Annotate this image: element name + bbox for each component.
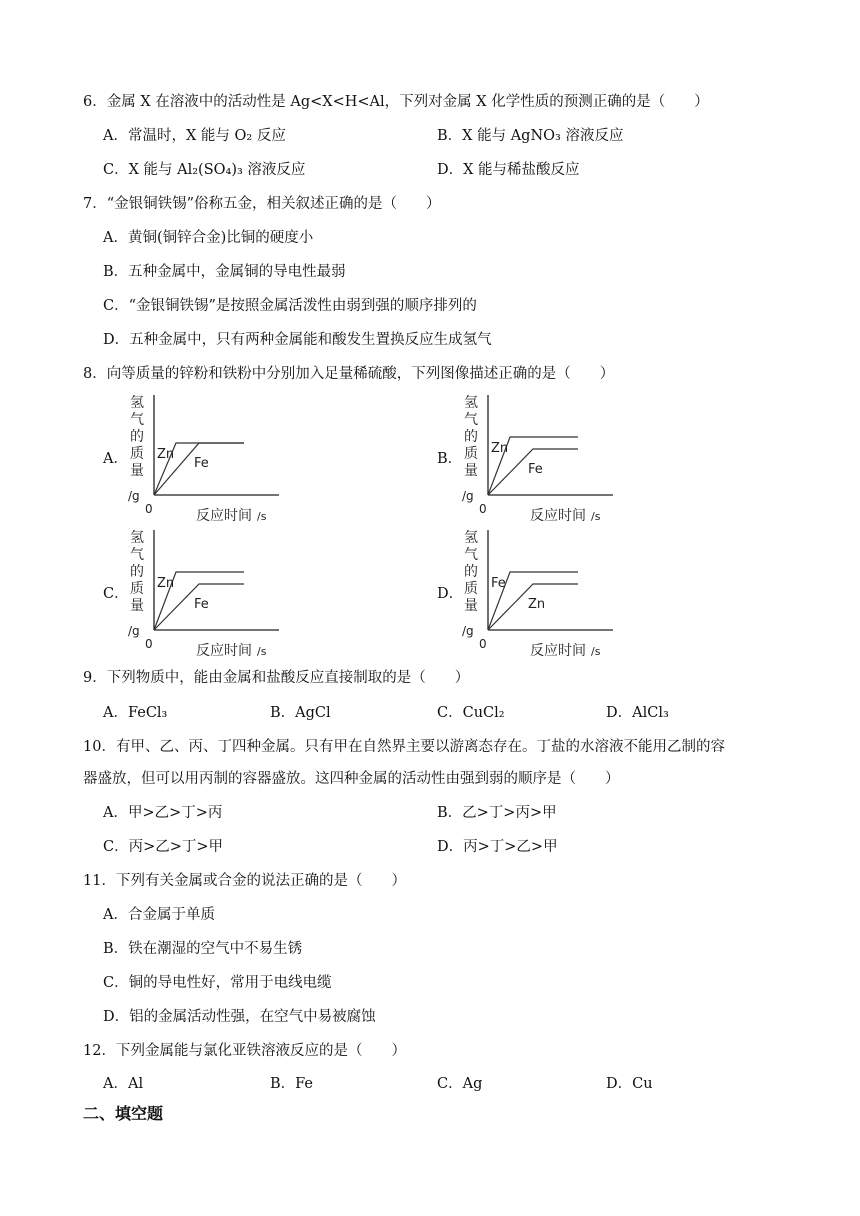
option-c[interactable]: C．X 能与 Al₂(SO₄)₃ 溶液反应 <box>103 162 306 178</box>
option-a[interactable]: A．甲>乙>丁>丙 <box>103 805 223 821</box>
y-axis-unit: /g <box>128 489 140 503</box>
question-7-stem: 7．“金银铜铁锡”俗称五金，相关叙述正确的是（ ） <box>83 196 441 212</box>
y-axis-label-char: 的 <box>130 564 144 580</box>
option-a[interactable]: A．黄铜(铜锌合金)比铜的硬度小 <box>103 230 314 246</box>
y-axis-label-char: 氢 <box>464 395 478 411</box>
series-label-zn: Zn <box>491 441 509 456</box>
question-10-stem-continued: 器盛放，但可以用丙制的容器盛放。这四种金属的活动性由强到弱的顺序是（ ） <box>83 771 620 787</box>
y-axis-label-char: 质 <box>464 446 478 462</box>
x-axis-label: 反应时间 <box>196 508 252 524</box>
y-axis-label-char: 的 <box>130 429 144 445</box>
y-axis-label-char: 质 <box>464 581 478 597</box>
y-axis-label-char: 气 <box>130 412 144 428</box>
series-label-zn: Zn <box>528 597 546 612</box>
y-axis-label-char: 量 <box>130 598 144 614</box>
option-b[interactable]: B．乙>丁>丙>甲 <box>437 805 557 821</box>
x-axis-label: 反应时间 <box>530 508 586 524</box>
question-12-stem: 12．下列金属能与氯化亚铁溶液反应的是（ ） <box>83 1043 406 1059</box>
y-axis-label-char: 氢 <box>464 530 478 546</box>
option-a[interactable]: A．合金属于单质 <box>103 907 215 923</box>
x-axis-label: 反应时间 <box>530 643 586 659</box>
y-axis-label-char: 气 <box>464 412 478 428</box>
option-c[interactable]: C．丙>乙>丁>甲 <box>103 839 224 855</box>
graph-c <box>126 527 286 662</box>
question-10-stem: 10．有甲、乙、丙、丁四种金属。只有甲在自然界主要以游离态存在。丁盐的水溶液不能用乙制的容 <box>83 739 725 755</box>
question-6-stem: 6．金属 X 在溶液中的活动性是 Ag<X<H<Al，下列对金属 X 化学性质的预测正确的是（ ） <box>83 94 709 110</box>
x-axis-unit: /s <box>257 510 267 523</box>
y-axis-label-char: 量 <box>464 463 478 479</box>
option-b[interactable]: B． <box>437 451 463 467</box>
graph-a <box>126 392 286 527</box>
option-b[interactable]: B．AgCl <box>270 705 331 721</box>
y-axis-label-char: 气 <box>130 547 144 563</box>
x-axis-unit: /s <box>257 645 267 658</box>
option-d[interactable]: D．丙>丁>乙>甲 <box>437 839 558 855</box>
y-axis-label-char: 氢 <box>130 530 144 546</box>
x-axis-unit: /s <box>591 510 601 523</box>
option-c[interactable]: C． <box>103 586 129 602</box>
option-c[interactable]: C．“金银铜铁锡”是按照金属活泼性由弱到强的顺序排列的 <box>103 298 477 314</box>
series-label-fe: Fe <box>194 456 209 471</box>
question-8-stem: 8．向等质量的锌粉和铁粉中分别加入足量稀硫酸，下列图像描述正确的是（ ） <box>83 366 615 382</box>
option-b[interactable]: B．五种金属中，金属铜的导电性最弱 <box>103 264 346 280</box>
series-label-fe: Fe <box>194 597 209 612</box>
y-axis-unit: /g <box>462 489 474 503</box>
series-label-fe: Fe <box>491 576 506 591</box>
y-axis-label-char: 的 <box>464 429 478 445</box>
series-label-zn: Zn <box>157 576 175 591</box>
origin-label: 0 <box>479 502 487 516</box>
series-label-fe: Fe <box>528 462 543 477</box>
series-label-zn: Zn <box>157 447 175 462</box>
option-d[interactable]: D．AlCl₃ <box>606 705 669 721</box>
option-d[interactable]: D．Cu <box>606 1076 653 1092</box>
y-axis-label-char: 量 <box>130 463 144 479</box>
option-b[interactable]: B．铁在潮湿的空气中不易生锈 <box>103 941 303 957</box>
option-d[interactable]: D．X 能与稀盐酸反应 <box>437 162 580 178</box>
option-c[interactable]: C．Ag <box>437 1076 483 1092</box>
y-axis-label-char: 质 <box>130 446 144 462</box>
y-axis-label-char: 氢 <box>130 395 144 411</box>
origin-label: 0 <box>479 637 487 651</box>
y-axis-unit: /g <box>128 624 140 638</box>
option-a[interactable]: A． <box>103 451 128 467</box>
graph-b <box>460 392 620 527</box>
y-axis-label-char: 质 <box>130 581 144 597</box>
origin-label: 0 <box>145 502 153 516</box>
y-axis-label-char: 的 <box>464 564 478 580</box>
y-axis-label-char: 气 <box>464 547 478 563</box>
option-a[interactable]: A．Al <box>103 1076 144 1092</box>
question-9-stem: 9．下列物质中，能由金属和盐酸反应直接制取的是（ ） <box>83 670 470 686</box>
option-c[interactable]: C．CuCl₂ <box>437 705 505 721</box>
option-c[interactable]: C．铜的导电性好，常用于电线电缆 <box>103 975 332 991</box>
y-axis-label-char: 量 <box>464 598 478 614</box>
graph-d <box>460 527 620 662</box>
question-11-stem: 11．下列有关金属或合金的说法正确的是（ ） <box>83 873 406 889</box>
origin-label: 0 <box>145 637 153 651</box>
option-b[interactable]: B．Fe <box>270 1076 314 1092</box>
x-axis-unit: /s <box>591 645 601 658</box>
option-d[interactable]: D．铝的金属活动性强，在空气中易被腐蚀 <box>103 1009 376 1025</box>
y-axis-unit: /g <box>462 624 474 638</box>
option-d[interactable]: D． <box>437 586 464 602</box>
option-a[interactable]: A．FeCl₃ <box>103 705 168 721</box>
section-title-fill-in: 二、填空题 <box>83 1104 164 1123</box>
option-b[interactable]: B．X 能与 AgNO₃ 溶液反应 <box>437 128 624 144</box>
option-a[interactable]: A．常温时，X 能与 O₂ 反应 <box>103 128 286 144</box>
option-d[interactable]: D．五种金属中，只有两种金属能和酸发生置换反应生成氢气 <box>103 332 492 348</box>
x-axis-label: 反应时间 <box>196 643 252 659</box>
